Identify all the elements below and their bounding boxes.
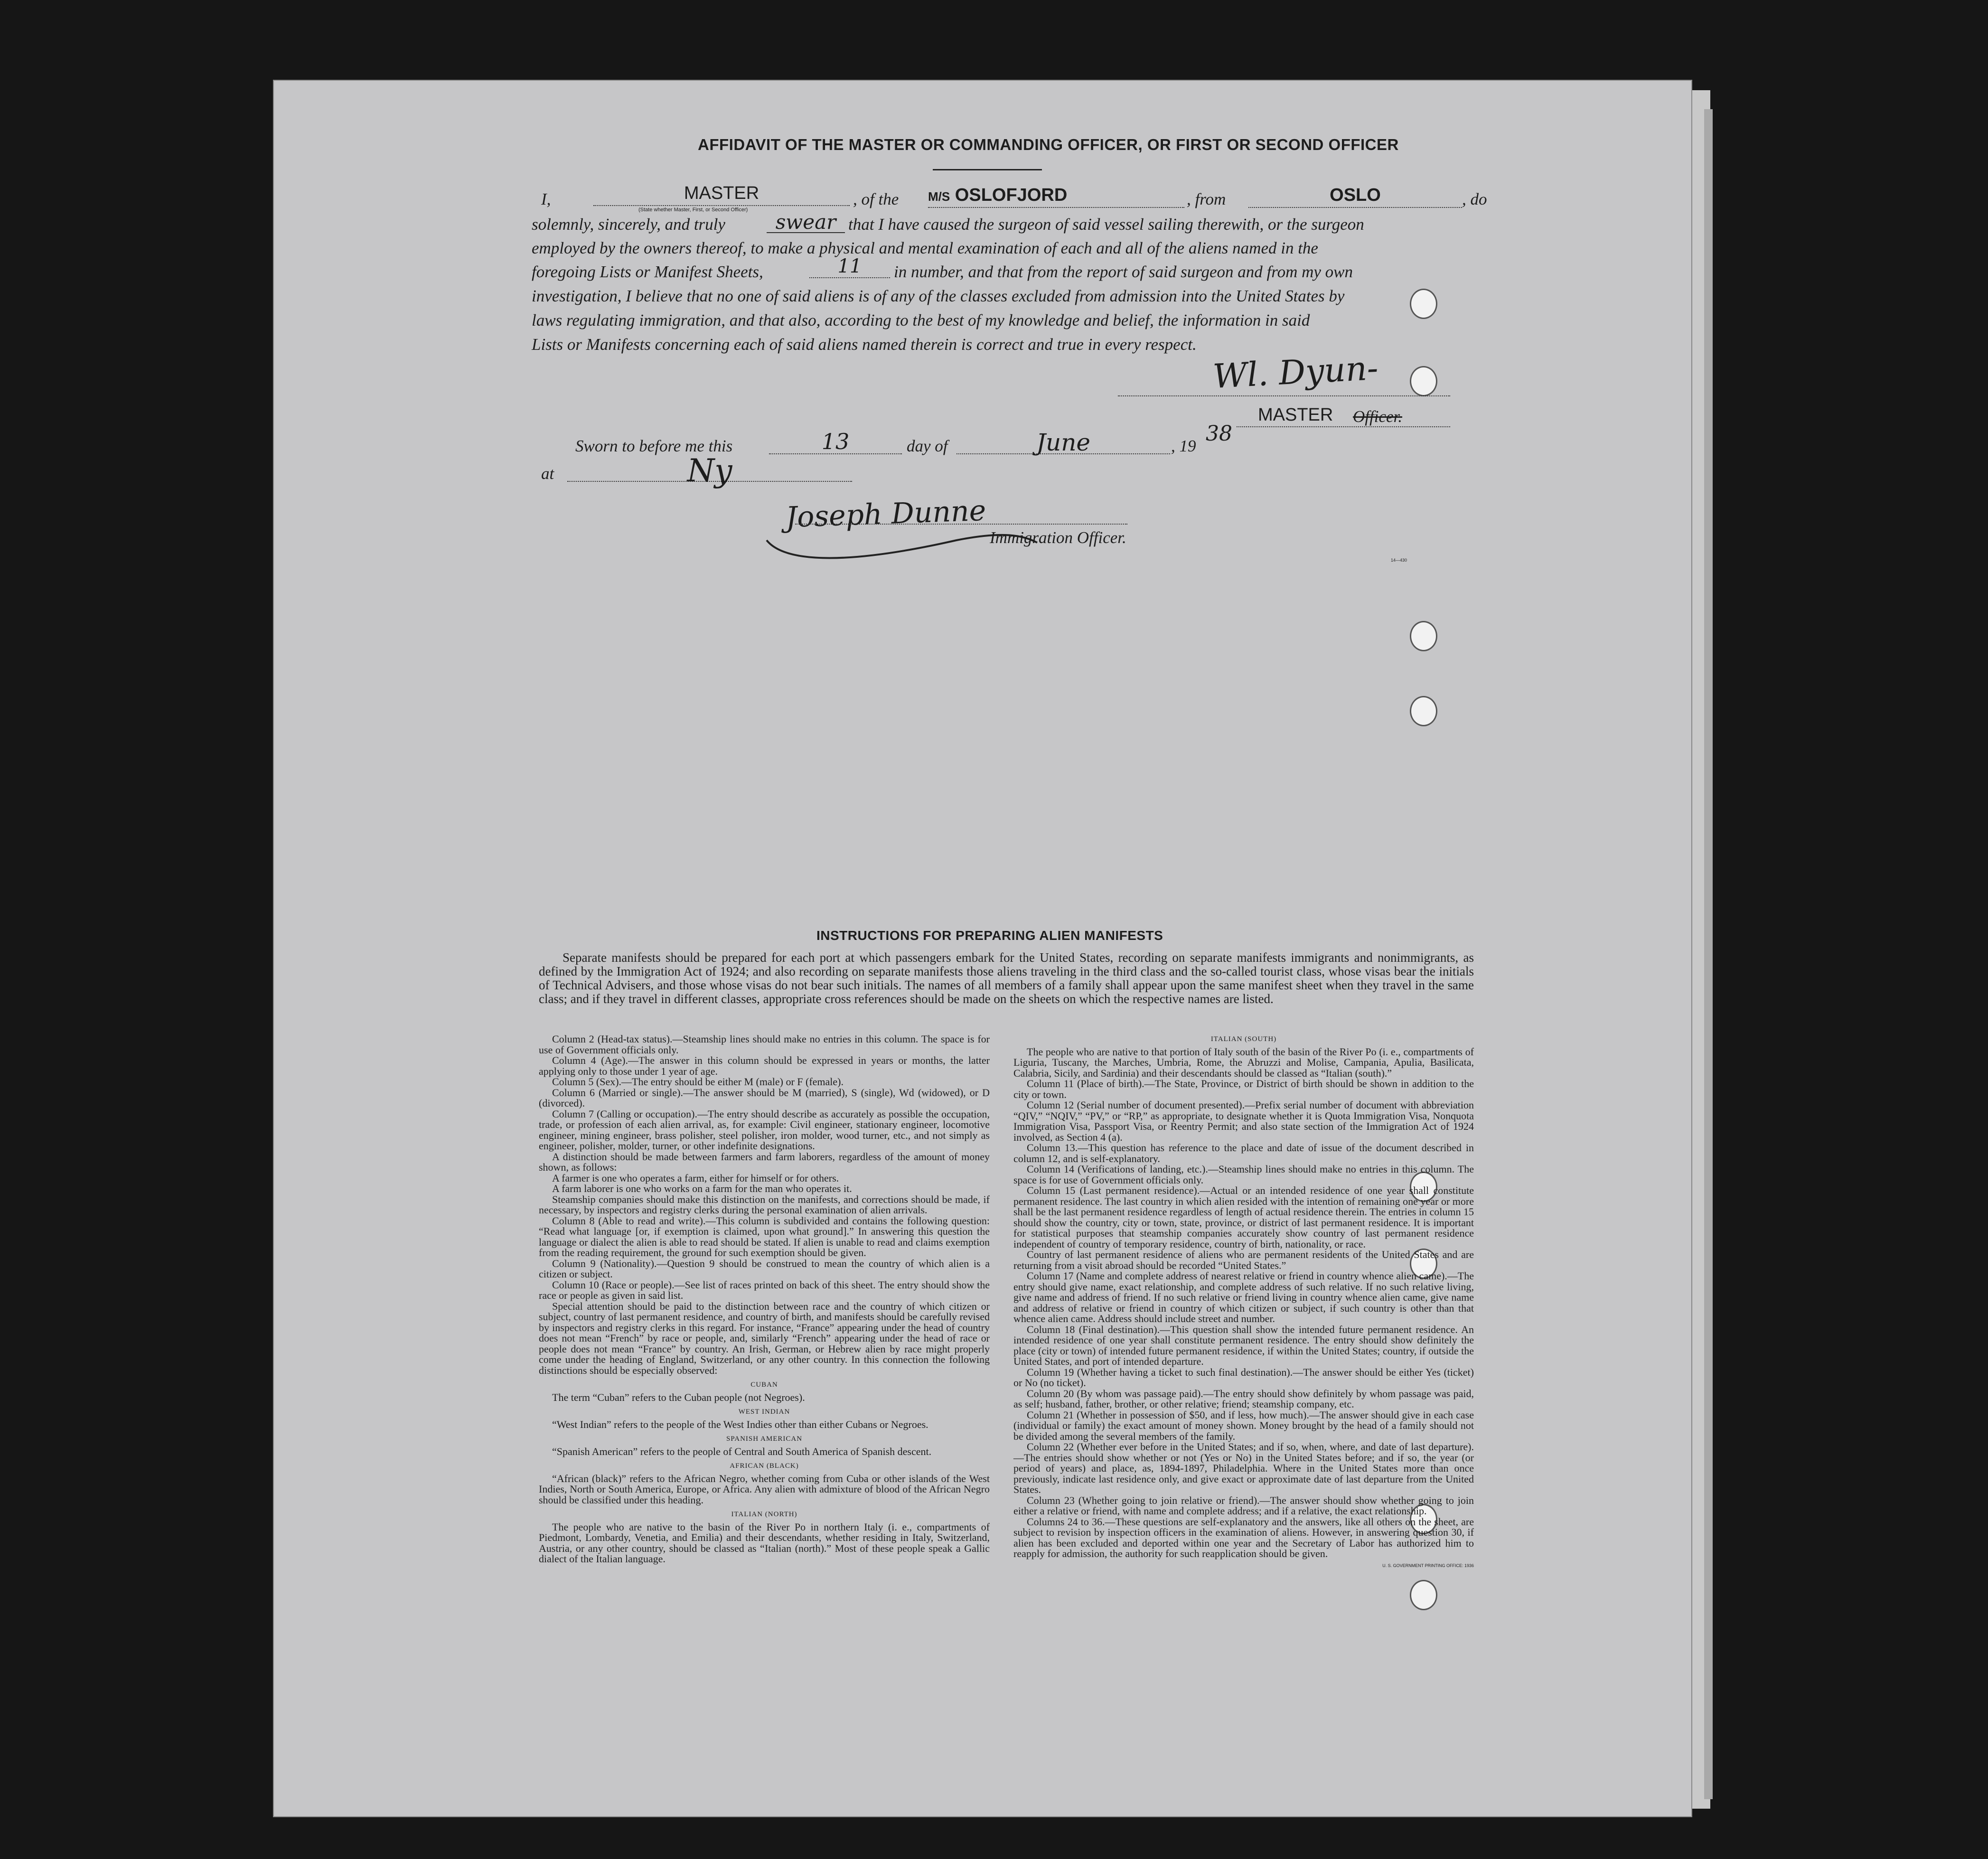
instruction-paragraph: Country of last permanent residence of aliens who are permanent residents of the United States and are returning from a visit abroad should be recorded “United States.” <box>1013 1249 1474 1271</box>
instruction-paragraph: Column 17 (Name and complete address of nearest relative or friend in country whence alien came).—The entry should give name, exact relationship, and complete address of such relative. If no such relative living, give name and address of friend. If no such relative or friend living in country whence alien came, give name and address of relative or friend in country of which citizen or subject, if such country is other than that whence alien came. Address should include street and number. <box>1013 1270 1474 1324</box>
binder-hole <box>1410 1580 1437 1610</box>
binder-hole <box>1410 366 1437 396</box>
instruction-paragraph: The people who are native to that portion of Italy south of the basin of the River Po (i. e., compartments of Liguria, Tuscany, the Marches, Umbria, Rome, the Abruzzi and Molise, Campania, Apulia, Basilicata, Calabria, Sicily, and Sardinia) and their descendants should be classed as “Italian (south).” <box>1013 1045 1474 1079</box>
instruction-paragraph: Column 14 (Verifications of landing, etc.).—Steamship lines should make no entries in this column. The space is for use of Government officials only. <box>1013 1163 1474 1186</box>
sheets-field <box>809 255 890 278</box>
vessel-value: OSLOFJORD <box>955 185 1068 205</box>
instructions-title: INSTRUCTIONS FOR PREPARING ALIEN MANIFESTS <box>816 928 1163 943</box>
title-rule <box>933 169 1042 170</box>
instruction-paragraph: Special attention should be paid to the distinction between race and the country of which citizen or subject, country of last permanent residence, and country of birth, and manifests should be carefully revised by inspectors and registry clerks in this regard. For instance, “France” appearing under the head of country does not mean “French” by race or people, and, similarly “French” appearing under the head of race or people does not mean “France” by country. An Irish, German, or Hebrew alien by race might properly come under the heading of England, Switzerland, or any other country. In this connection the following distinctions should be especially observed: <box>539 1300 990 1376</box>
affidavit-line2-b: that I have caused the surgeon of said vessel sailing therewith, or the surgeon <box>848 215 1364 234</box>
at-label: at <box>541 464 554 483</box>
instruction-paragraph: Column 2 (Head-tax status).—Steamship lines should make no entries in this column. The space is for use of Government officials only. <box>539 1033 990 1056</box>
instruction-paragraph: A farm laborer is one who works on a farm for the man who operates it. <box>552 1183 852 1194</box>
instruction-paragraph: Column 23 (Whether going to join relative or friend).—The answer should show whether going to join either a relative or friend, with name and complete address; and if a relative, the exact relationship. <box>1013 1494 1474 1517</box>
immigration-officer-signature: Joseph Dunne <box>785 494 987 535</box>
form-number: 14—430 <box>1391 558 1407 563</box>
officer-line <box>1237 426 1450 427</box>
signature-line <box>1118 395 1450 396</box>
affidavit-line6: laws regulating immigration, and that also, according to the best of my knowledge and belief, the information in said <box>532 311 1310 329</box>
instruction-paragraph: A distinction should be made between farmers and farm laborers, regardless of the amount of money shown, as follows: <box>539 1150 990 1173</box>
instruction-paragraph: Column 9 (Nationality).—Question 9 should be construed to mean the country of which alien is a citizen or subject. <box>539 1257 990 1280</box>
instructions-right-column <box>1013 1034 1474 1571</box>
affidavit-line2-a: solemnly, sincerely, and truly <box>532 215 725 234</box>
underlying-sheet-edge-2 <box>1704 109 1713 1799</box>
affidavit-pre-rank: I, <box>541 190 551 208</box>
instruction-paragraph: A farmer is one who operates a farm, either for himself or for others. <box>552 1172 839 1184</box>
sworn-place-value: Ny <box>687 452 732 489</box>
binder-hole <box>1410 621 1437 651</box>
sheets-value: 11 <box>837 255 862 277</box>
instructions-intro: Separate manifests should be prepared for each port at which passengers embark for the United States, recording on separate manifests immigrants and nonimmigrants, as defined by the Immigration Act of 1924; and also recording on separate manifests those aliens traveling in the third class and the so-called tourist class, whose visas bear the initials of Technical Advisers, and those whose visas do not bear such initials. The names of all members of a family shall appear upon the same manifest sheet when they travel in the same class; and if they travel in different classes, appropriate cross references should be made on the sheets on which the respective names are listed. <box>539 950 1474 1006</box>
rank-hint: (State whether Master, First, or Second Officer) <box>638 207 748 213</box>
affidavit-line5: investigation, I believe that no one of said aliens is of any of the classes excluded from admission into the United States by <box>532 287 1345 305</box>
sworn-label: Sworn to before me this <box>575 437 733 455</box>
port-field <box>1248 185 1462 208</box>
of-the-label: , of the <box>853 190 899 208</box>
instruction-paragraph: Column 6 (Married or single).—The answer should be M (married), S (single), Wd (widowed), or D (divorced). <box>539 1086 990 1109</box>
manifest-sheet <box>273 80 1692 1817</box>
instruction-paragraph: Column 10 (Race or people).—See list of races printed on back of this sheet. The entry should show the race or people as given in said list. <box>539 1278 990 1301</box>
cuban-heading: CUBAN <box>750 1381 778 1389</box>
instruction-paragraph: Column 19 (Whether having a ticket to such final destination).—The answer should be either Yes (ticket) or No (no ticket). <box>1013 1366 1474 1389</box>
oath-field <box>767 210 845 233</box>
african-text: “African (black)” refers to the African Negro, whether coming from Cuba or other islands of the West Indies, North or South America, Europe, or Africa. Any alien with admixture of blood of the African Negro should be classified under this heading. <box>539 1472 990 1506</box>
day-of-label: day of <box>907 437 948 455</box>
sworn-month-value: June <box>1036 429 1091 456</box>
vessel-field <box>928 185 1184 208</box>
instruction-paragraph: Columns 24 to 36.—These questions are self-explanatory and the answers, like all others on the sheet, are subject to revision by inspection officers in the examination of aliens. However, in answering question 30, if alien has been excluded and deported within one year and the Secretary of Labor has authorized him to reapply for admission, the authority for such reapplication should be given. <box>1013 1515 1474 1559</box>
immigration-signature-line <box>795 524 1127 525</box>
italian-north-heading: ITALIAN (NORTH) <box>731 1511 797 1518</box>
italian-south-heading: ITALIAN (SOUTH) <box>1210 1035 1277 1043</box>
from-label: , from <box>1187 190 1226 208</box>
italian-north-text: The people who are native to the basin of the River Po in northern Italy (i. e., compartments of Piedmont, Lombardy, Venetia, and Emilia) and their descendants, whether residing in Italy, Switzerland, Austria, or any other country, should be classed as “Italian (north).” Most of these people speak a Gallic dialect of the Italian language. <box>539 1521 990 1565</box>
binder-hole <box>1410 289 1437 319</box>
instruction-paragraph: Column 20 (By whom was passage paid).—The entry should show definitely by whom passage was paid, as self; husband, father, brother, or other relative; friend; steamship company, etc. <box>1013 1387 1474 1410</box>
do-label: , do <box>1462 190 1487 208</box>
affidavit-line3: employed by the owners thereof, to make a physical and mental examination of each and all of the aliens named in the <box>532 239 1318 257</box>
sworn-day-value: 13 <box>821 429 850 454</box>
affidavit-line4-b: in number, and that from the report of said surgeon and from my own <box>894 263 1353 281</box>
affidavit-title: AFFIDAVIT OF THE MASTER OR COMMANDING OFFICER, OR FIRST OR SECOND OFFICER <box>698 136 1399 153</box>
oath-value: swear <box>775 210 836 234</box>
spanish-american-heading: SPANISH AMERICAN <box>726 1435 803 1443</box>
spanish-american-text: “Spanish American” refers to the people of Central and South America of Spanish descent. <box>552 1445 932 1457</box>
instruction-paragraph: Column 12 (Serial number of document presented).—Prefix serial number of document with abbreviation “QIV,” “NQIV,” “PV,” or “RP,” as appropriate, to designate whether it is Quota Immigration Visa, Nonquota Immigration Visa, Passport Visa, or Reentry Permit; and also state section of the Immigration Act of 1924 involved, as Section 4 (a). <box>1013 1099 1474 1143</box>
cuban-text: The term “Cuban” refers to the Cuban people (not Negroes). <box>552 1391 805 1403</box>
sworn-place-field <box>567 452 852 489</box>
instruction-paragraph: Column 13.—This question has reference to the place and date of issue of the document described in column 12, and is self-explanatory. <box>1013 1142 1474 1164</box>
instruction-paragraph: Column 21 (Whether in possession of $50, and if less, how much).—The answer should give in each case (individual or family) the exact amount of money shown. Money brought by the head of a family should not be divided among the several members of the family. <box>1013 1408 1474 1442</box>
instruction-paragraph: Column 5 (Sex).—The entry should be either M (male) or F (female). <box>552 1076 844 1088</box>
immigration-officer-label: Immigration Officer. <box>990 528 1126 547</box>
year-prefix: , 19 <box>1171 437 1196 455</box>
port-value: OSLO <box>1330 185 1381 205</box>
instruction-paragraph: Column 7 (Calling or occupation).—The entry should describe as accurately as possible the occupation, trade, or profession of each alien arrival, as, for example: Civil engineer, stationary engineer, locomotive engineer, mining engineer, brass polisher, steel polisher, iron molder, wood turner, etc., and not simply as engineer, polisher, molder, turner, or other indefinite designations. <box>539 1108 990 1152</box>
sworn-month-field <box>956 429 1170 454</box>
instruction-paragraph: Column 18 (Final destination).—This question shall show the intended future permanent residence. An intended residence of one year shall constitute permanent residence. The entry should show definitely the place (city or town) of intended future permanent residence, if within the United States; country, if outside the United States, and port of intended departure. <box>1013 1323 1474 1367</box>
officer-label: Officer. <box>1353 407 1403 426</box>
master-signature: Wl. Dyun- <box>1212 348 1379 396</box>
vessel-prefix: M/S <box>928 189 950 204</box>
instruction-paragraph: Steamship companies should make this distinction on the manifests, and corrections should be made, if necessary, by inspectors and registry clerks during the personal examination of alien arrivals. <box>539 1193 990 1216</box>
african-heading: AFRICAN (BLACK) <box>730 1462 799 1470</box>
instruction-paragraph: Column 11 (Place of birth).—The State, Province, or District of birth should be shown in addition to the city or town. <box>1013 1078 1474 1100</box>
instruction-paragraph: Column 4 (Age).—The answer in this column should be expressed in years or months, the latter applying only to those under 1 year of age. <box>539 1054 990 1077</box>
rank-field <box>593 183 850 206</box>
sworn-year-value: 38 <box>1206 422 1232 446</box>
sworn-day-field <box>769 429 902 454</box>
instructions-left-column <box>539 1034 990 1565</box>
rank-value: MASTER <box>684 183 760 203</box>
instruction-paragraph: Column 15 (Last permanent residence).—Actual or an intended residence of one year shall constitute permanent residence. The last country in which alien resided with the intention of remaining one year or more shall be the last permanent residence regardless of length of actual residence therein. The entries in column 15 should show the country, city or town, state, province, or district of last permanent residence. It is important for statistical purposes that steamship companies accurately show country of last permanent residence independent of country of temporary residence, country of birth, nationality, or race. <box>1013 1184 1474 1250</box>
printer-note: U. S. GOVERNMENT PRINTING OFFICE: 1936 <box>1382 1563 1474 1568</box>
west-indian-heading: WEST INDIAN <box>738 1408 790 1416</box>
binder-hole <box>1410 696 1437 726</box>
west-indian-text: “West Indian” refers to the people of the West Indies other than either Cubans or Negroes. <box>552 1418 928 1430</box>
instruction-paragraph: Column 22 (Whether ever before in the United States; and if so, when, where, and date of last departure).—The entries should show whether or not (Yes or No) in the United States before; and if so, the year (or period of years) and place, as, 1894-1897, Philadelphia. Where in the United States more than once previously, indicate last residence only, and give exact or approximate date of last departure from the United States. <box>1013 1441 1474 1495</box>
instruction-paragraph: Column 8 (Able to read and write).—This column is subdivided and contains the following question: “Read what language [or, if exemption is claimed, upon what ground].” In answering this question the language or dialect the alien is able to read should be stated. If alien is unable to read and claims exemption from the reading requirement, the ground for such exemption should be given. <box>539 1214 990 1258</box>
signer-rank: MASTER <box>1258 405 1333 425</box>
affidavit-line7: Lists or Manifests concerning each of said aliens named therein is correct and true in every respect. <box>532 335 1197 354</box>
affidavit-line4-a: foregoing Lists or Manifest Sheets, <box>532 263 763 281</box>
